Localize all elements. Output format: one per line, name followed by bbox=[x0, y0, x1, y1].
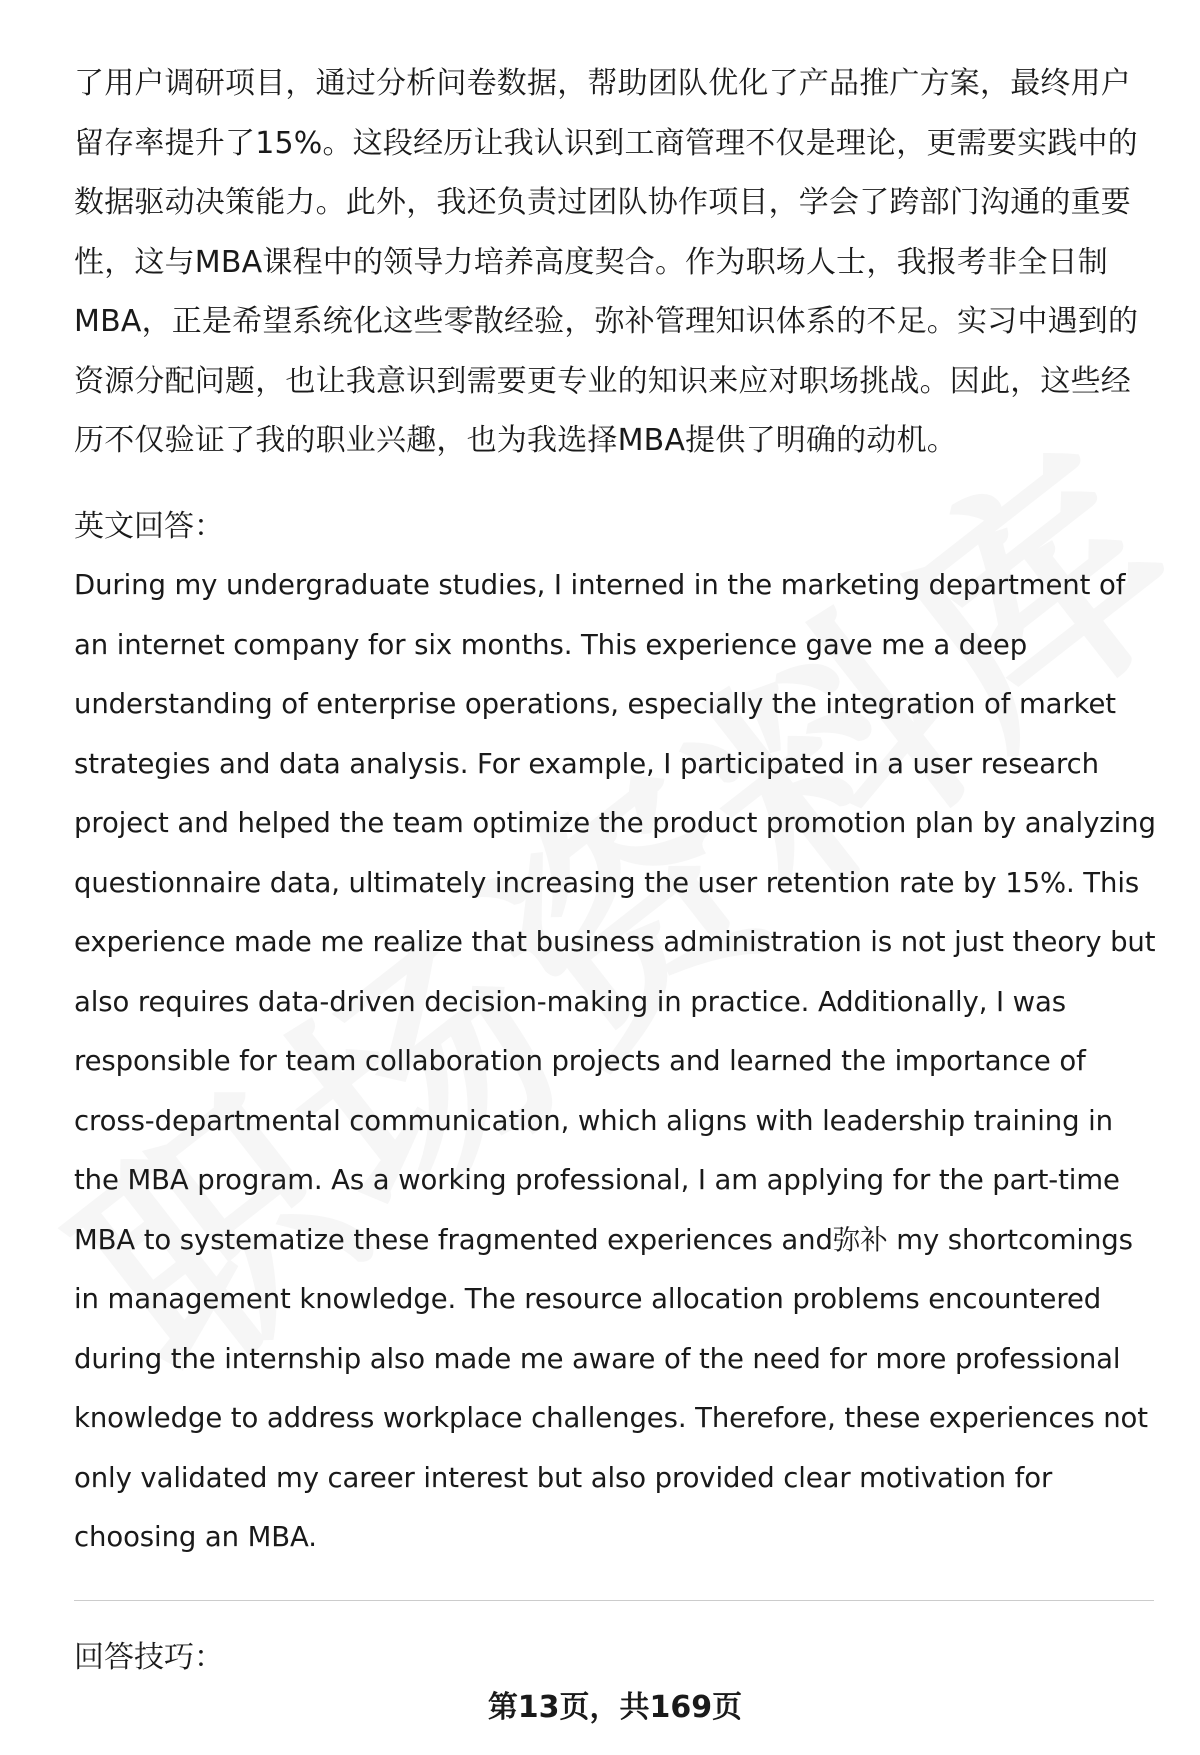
section-divider bbox=[74, 1600, 1154, 1601]
answer-tips-label: 回答技巧： bbox=[74, 1640, 224, 1675]
chinese-answer-paragraph: 了用户调研项目，通过分析问卷数据，帮助团队优化了产品推广方案，最终用户留存率提升了15%。这段经历让我认识到工商管理不仅是理论，更需要实践中的数据驱动决策能力。此外，我还负责过团队协作项目，学会了跨部门沟通的重要性，这与MBA课程中的领导力培养高度契合。作为职场人士，我报考非全日制MBA，正是希望系统化这些零散经验，弥补管理知识体系的不足。实习中遇到的资源分配问题，也让我意识到需要更专业的知识来应对职场挑战。因此，这些经历不仅验证了我的职业兴趣，也为我选择MBA提供了明确的动机。 bbox=[74, 66, 1139, 458]
english-answer-label: 英文回答： bbox=[74, 509, 224, 544]
page-number: 第13页，共169页 bbox=[487, 1690, 743, 1725]
english-answer-paragraph: During my undergraduate studies, I interned in the marketing department of an internet company for six months. This experience gave me a deep understanding of enterprise operations, especially the integration of market strategies and data analysis. For example, I participated in a user research project and helped the team optimize the product promotion plan by analyzing questionnaire data, ultimately increasing the user retention rate by 15%. This experience made me realize that business administration is not just theory but also requires data-driven decision-making in practice. Additionally, I was responsible for team collaboration projects and learned the importance of cross-departmental communication, which aligns with leadership training in the MBA program. As a working professional, I am applying for the part-time MBA to systematize these fragmented experiences and弥补 my shortcomings in management knowledge. The resource allocation problems encountered during the internship also made me aware of the need for more professional knowledge to address workplace challenges. Therefore, these experiences not only validated my career interest but also provided clear motivation for choosing an MBA. bbox=[74, 569, 1156, 1553]
